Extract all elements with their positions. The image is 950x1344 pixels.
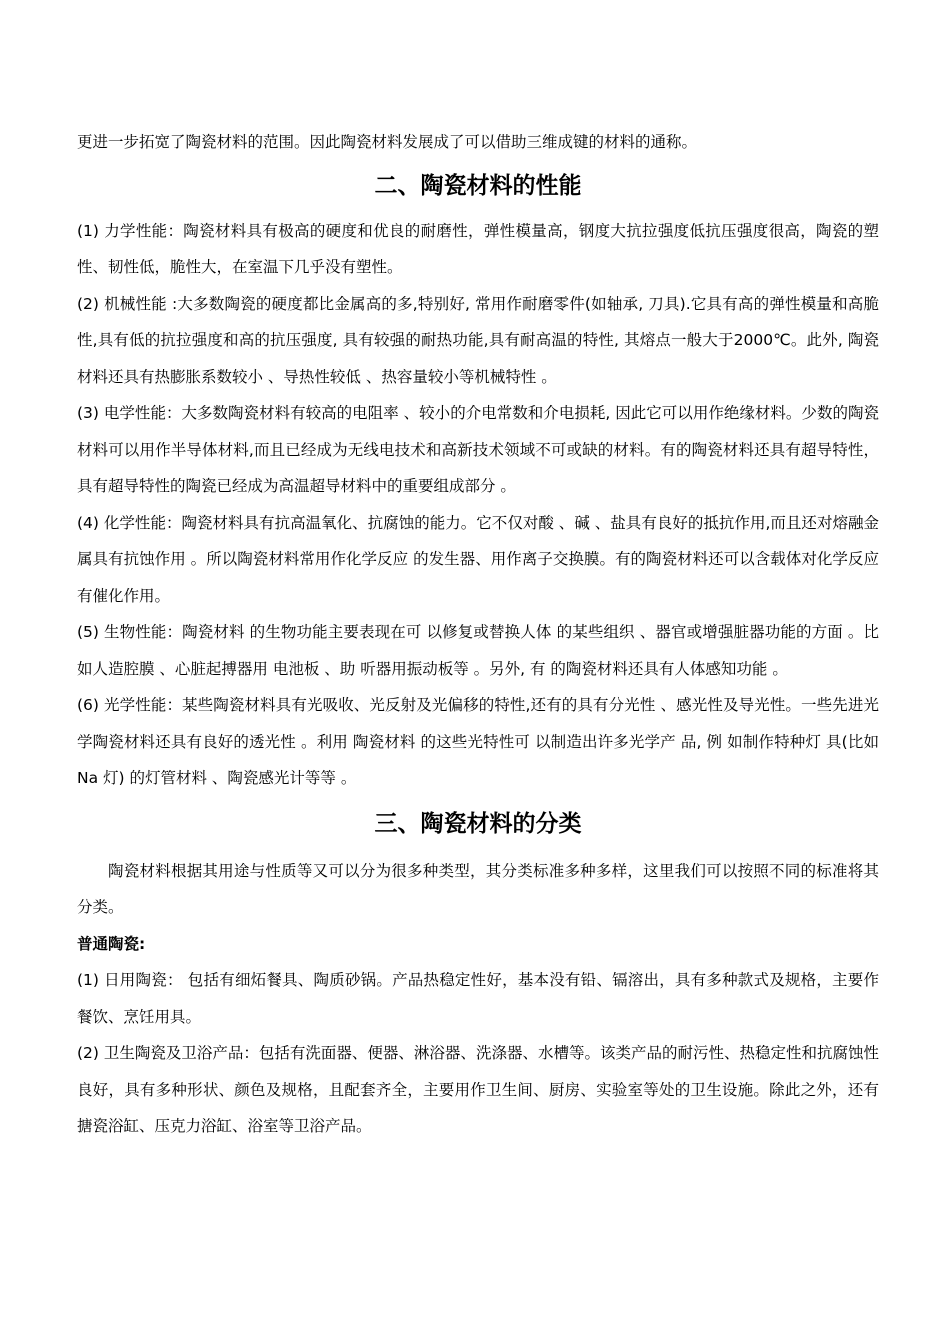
property-item-electrical: (3) 电学性能：大多数陶瓷材料有较高的电阻率 、较小的介电常数和介电损耗, 因此它可以用作绝缘材料。少数的陶瓷材料可以用作半导体材料,而且已经成为无线电技术和高新技术领域不可或缺的材料。有的陶瓷材料还具有超导特性，具有超导特性的陶瓷已经成为高温超导材料中的重要组成部分 。: [77, 404, 879, 495]
subheading-ordinary-ceramics: 普通陶瓷:: [77, 934, 146, 953]
property-item-chemical: (4) 化学性能：陶瓷材料具有抗高温氧化、抗腐蚀的能力。它不仅对酸 、碱 、盐具有良好的抵抗作用,而且还对熔融金属具有抗蚀作用 。所以陶瓷材料常用作化学反应 的发生器、用作离子交换膜。有的陶瓷材料还可以含载体对化学反应有催化作用。: [77, 513, 879, 605]
property-item-biological: (5) 生物性能：陶瓷材料 的生物功能主要表现在可 以修复或替换人体 的某些组织 、器官或增强脏器功能的方面 。比如人造腔膜 、心脏起搏器用 电池板 、助 听器用振动板等 。另外, 有 的陶瓷材料还具有人体感知功能 。: [77, 623, 879, 678]
property-item-mechanical: (1) 力学性能：陶瓷材料具有极高的硬度和优良的耐磨性，弹性模量高，钢度大抗拉强度低抗压强度很高，陶瓷的塑性、韧性低，脆性大，在室温下几乎没有塑性。: [77, 221, 879, 276]
classification-item-daily: (1) 日用陶瓷： 包括有细炻餐具、陶质砂锅。产品热稳定性好，基本没有铅、镉溶出，具有多种款式及规格，主要作餐饮、烹饪用具。: [77, 971, 879, 1026]
classification-item-sanitary: (2) 卫生陶瓷及卫浴产品：包括有洗面器、便器、淋浴器、洗涤器、水槽等。该类产品的耐污性、热稳定性和抗腐蚀性良好，具有多种形状、颜色及规格，且配套齐全，主要用作卫生间、厨房、实验室等处的卫生设施。除此之外，还有搪瓷浴缸、压克力浴缸、浴室等卫浴产品。: [77, 1044, 879, 1135]
document-body: [77, 124, 879, 1145]
classification-intro: 陶瓷材料根据其用途与性质等又可以分为很多种类型，其分类标准多种多样，这里我们可以按照不同的标准将其分类。: [77, 861, 879, 916]
property-item-machining: (2) 机械性能 :大多数陶瓷的硬度都比金属高的多,特别好, 常用作耐磨零件(如轴承, 刀具).它具有高的弹性模量和高脆性,具有低的抗拉强度和高的抗压强度, 具有较强的耐热功能,具有耐高温的特性, 其熔点一般大于2000℃。此外, 陶瓷材料还具有热膨胀系数较小 、导热性较低 、热容量较小等机械特性 。: [77, 294, 879, 386]
intro-line: 更进一步拓宽了陶瓷材料的范围。因此陶瓷材料发展成了可以借助三维成键的材料的通称。: [77, 133, 698, 151]
section-heading-properties: 二、陶瓷材料的性能: [374, 172, 582, 199]
property-item-optical: (6) 光学性能：某些陶瓷材料具有光吸收、光反射及光偏移的特性,还有的具有分光性 、感光性及导光性。一些先进光学陶瓷材料还具有良好的透光性 。利用 陶瓷材料 的这些光特性可 以制造出许多光学产 品, 例 如制作特种灯 具(比如 Na 灯) 的灯管材料 、陶瓷感光计等等 。: [77, 696, 879, 787]
section-heading-classification: 三、陶瓷材料的分类: [374, 810, 582, 837]
